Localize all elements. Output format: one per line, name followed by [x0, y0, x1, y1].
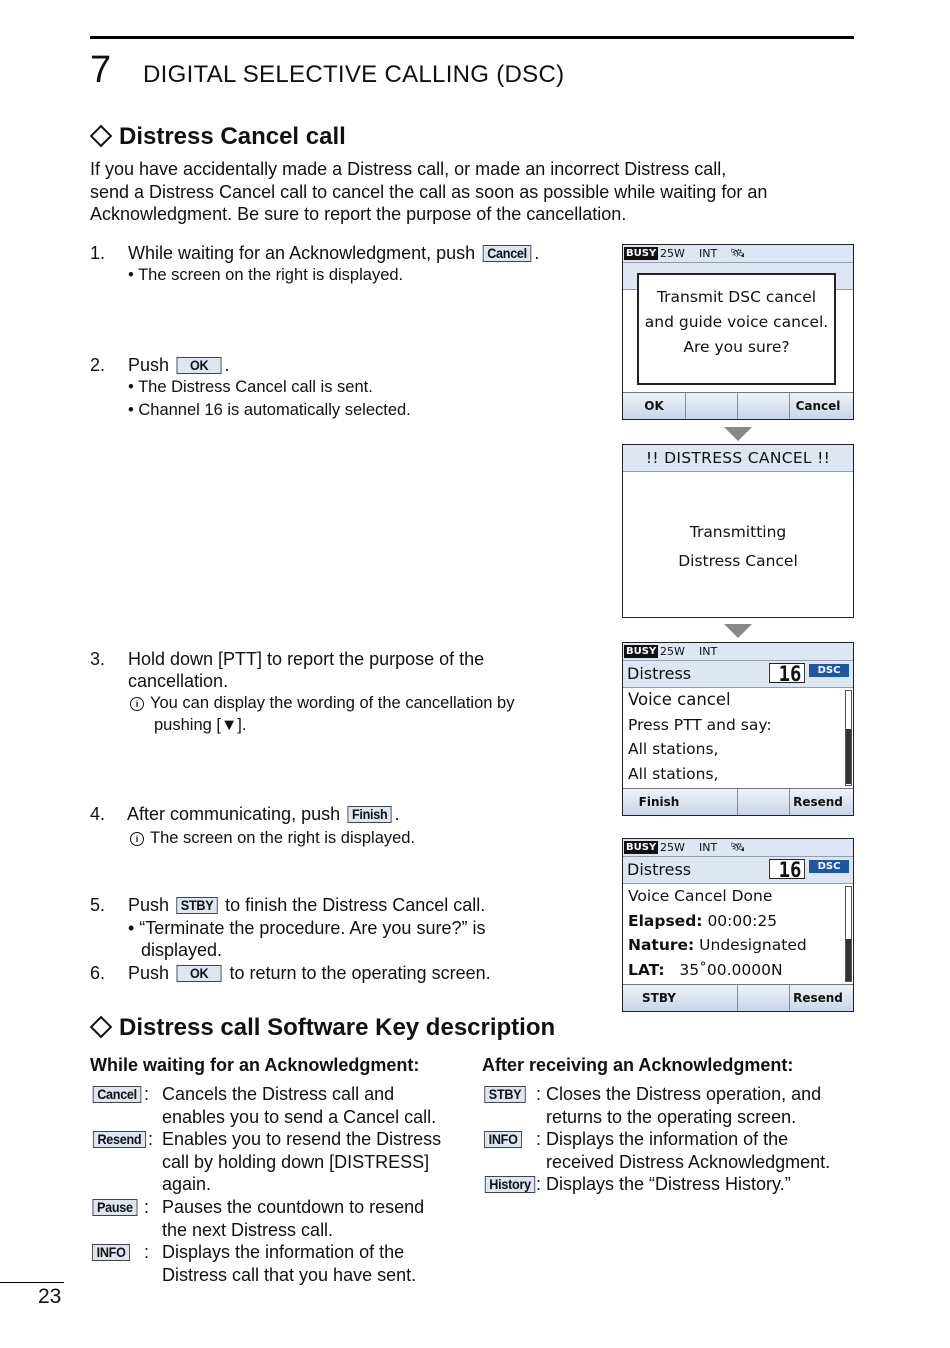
softkey-cancel[interactable]: Cancel: [789, 393, 846, 419]
diamond-icon: [90, 125, 113, 148]
step-1-sub: • The screen on the right is displayed.: [128, 266, 404, 284]
power-indicator: 25W: [660, 247, 685, 260]
int-indicator: INT: [699, 247, 718, 260]
finish-key: Finish: [348, 806, 392, 823]
softkey-bar: [623, 392, 853, 419]
int-indicator: INT: [699, 841, 718, 854]
scroll-thumb[interactable]: [846, 939, 851, 981]
ok-key: OK: [177, 357, 222, 374]
stby-key: STBY: [484, 1086, 526, 1103]
step-3-note-line2: pushing [▼].: [154, 716, 247, 734]
step-2: 2.: [90, 355, 106, 375]
softkey-bar: [623, 984, 853, 1011]
info-note-icon: i: [130, 697, 144, 711]
status-bar: [623, 643, 853, 660]
history-key: History: [485, 1176, 536, 1193]
title-bar: [623, 660, 853, 688]
arrow-down-icon: [724, 624, 752, 638]
step-3: 3.: [90, 649, 106, 669]
step-5-sub-line2: displayed.: [141, 940, 223, 960]
step-1: 1.: [90, 243, 106, 263]
status-bar: [623, 245, 853, 262]
step-3-line1: Hold down [PTT] to report the purpose of the: [128, 649, 485, 669]
step-3-line2: cancellation.: [128, 671, 229, 691]
step-4: 4.: [90, 804, 106, 824]
arrow-down-icon: [724, 427, 752, 441]
power-indicator: 25W: [660, 645, 685, 658]
ok-key: OK: [177, 965, 222, 982]
softkey-stby[interactable]: STBY: [641, 991, 676, 1005]
screen-body: Voice Cancel Done Elapsed: 00:00:25 Nature: Undesignated LAT: 35˚00.0000N: [623, 884, 853, 984]
step-5-sub-line1: • “Terminate the procedure. Are you sure?” is: [128, 918, 486, 938]
step-6-text: Push OK to return to the operating screen.: [128, 963, 491, 983]
scroll-thumb[interactable]: [846, 729, 851, 784]
channel-number: 16: [769, 859, 805, 879]
info-key: INFO: [92, 1244, 130, 1261]
chapter-title: DIGITAL SELECTIVE CALLING (DSC): [143, 61, 565, 88]
nature-row: Nature: Undesignated: [628, 936, 807, 954]
busy-indicator: BUSY: [626, 248, 657, 259]
intro-paragraph: If you have accidentally made a Distress call, or made an incorrect Distress call, send a Distress Cancel call to cancel the call as soon as possible while waiting for an Acknowledgment. Be sure to report the purpose of the cancellation.: [90, 159, 768, 224]
section-heading-software-keys: Distress call Software Key description: [88, 1013, 555, 1043]
gps-icon: 🛰: [730, 840, 746, 854]
info-note-icon: i: [130, 832, 144, 846]
gps-icon: 🛰: [730, 246, 746, 260]
softkey-blank-1[interactable]: [685, 985, 737, 1011]
page-number-rule: [0, 1282, 64, 1283]
transmitting-message: Transmitting Distress Cancel: [678, 523, 798, 570]
page-number: 23: [38, 1285, 62, 1308]
title-bar: [623, 856, 853, 884]
key-desc-cancel: Cancel : Cancels the Distress call and enables you to send a Cancel call.: [90, 1083, 470, 1133]
step-2-sub-2: • Channel 16 is automatically selected.: [128, 401, 411, 419]
channel-number: 16: [769, 663, 805, 683]
softkey-blank-2[interactable]: [737, 789, 790, 815]
screen-body: Voice cancel Press PTT and say: All stations, All stations,: [623, 688, 853, 788]
softkey-blank-2[interactable]: [737, 393, 790, 419]
softkey-resend[interactable]: Resend: [789, 789, 846, 815]
right-column-heading: After receiving an Acknowledgment:: [482, 1055, 794, 1075]
step-4-note: i The screen on the right is displayed.: [130, 827, 415, 850]
distress-cancel-banner: !! DISTRESS CANCEL !!: [623, 445, 853, 472]
key-desc-resend: Resend : Enables you to resend the Distress call by holding down [DISTRESS] again.: [90, 1128, 470, 1198]
screen-voice-cancel: [622, 642, 854, 816]
key-desc-pause: Pause : Pauses the countdown to resend the next Distress call.: [90, 1196, 470, 1246]
chapter-number: 7: [90, 49, 112, 91]
info-key: INFO: [484, 1131, 522, 1148]
softkey-bar: [623, 788, 853, 815]
key-desc-history: History : Displays the “Distress History.”: [482, 1173, 862, 1199]
scrollbar[interactable]: [845, 886, 852, 982]
step-4-text: After communicating, push Finish .: [127, 804, 400, 824]
left-column-heading: While waiting for an Acknowledgment:: [90, 1055, 420, 1075]
screen-title: Distress: [627, 664, 692, 683]
screen-transmitting: [622, 444, 854, 618]
pause-key: Pause: [92, 1199, 137, 1216]
step-5: 5.: [90, 895, 106, 915]
elapsed-row: Elapsed: 00:00:25: [628, 911, 778, 930]
status-bar: [623, 839, 853, 856]
scrollbar[interactable]: [845, 690, 852, 786]
section-heading-distress-cancel: Distress Cancel call: [88, 122, 346, 152]
busy-indicator: BUSY: [626, 842, 657, 853]
step-6: 6.: [90, 963, 106, 983]
softkey-blank-1[interactable]: [685, 393, 738, 419]
softkey-blank-2[interactable]: [737, 985, 790, 1011]
dsc-badge: DSC: [809, 664, 849, 677]
softkey-resend[interactable]: Resend: [789, 985, 846, 1011]
key-desc-info: INFO : Displays the information of the Distress call that you have sent.: [90, 1241, 470, 1291]
power-indicator: 25W: [660, 841, 685, 854]
step-5-text: Push STBY to finish the Distress Cancel call.: [128, 895, 486, 915]
lat-row: LAT: 35˚00.0000N: [628, 960, 783, 979]
int-indicator: INT: [699, 645, 718, 658]
step-2-text: Push OK .: [128, 355, 230, 375]
dsc-badge: DSC: [809, 860, 849, 873]
screen-voice-cancel-done: [622, 838, 854, 1012]
softkey-finish[interactable]: Finish: [638, 795, 680, 809]
top-rule: [90, 36, 854, 39]
step-2-sub-1: • The Distress Cancel call is sent.: [128, 378, 373, 396]
step-3-note: i You can display the wording of the cancellation by: [130, 692, 514, 715]
diamond-icon: [90, 1016, 113, 1039]
busy-indicator: BUSY: [626, 646, 657, 657]
step-1-text: While waiting for an Acknowledgment, push Cancel .: [128, 243, 540, 263]
key-desc-stby: STBY : Closes the Distress operation, and returns to the operating screen.: [482, 1083, 862, 1133]
cancel-key: Cancel: [93, 1086, 142, 1103]
resend-key: Resend: [93, 1131, 146, 1148]
screen-title: Distress: [627, 860, 692, 879]
softkey-ok[interactable]: OK: [644, 399, 664, 413]
stby-key: STBY: [176, 897, 218, 914]
key-desc-info-received: INFO : Displays the information of the received Distress Acknowledgment.: [482, 1128, 862, 1178]
cancel-key: Cancel: [483, 245, 532, 262]
softkey-blank-1[interactable]: [685, 789, 737, 815]
confirm-popup: Transmit DSC cancel and guide voice cancel. Are you sure?: [637, 273, 836, 385]
screen-confirm-cancel: [622, 244, 854, 420]
